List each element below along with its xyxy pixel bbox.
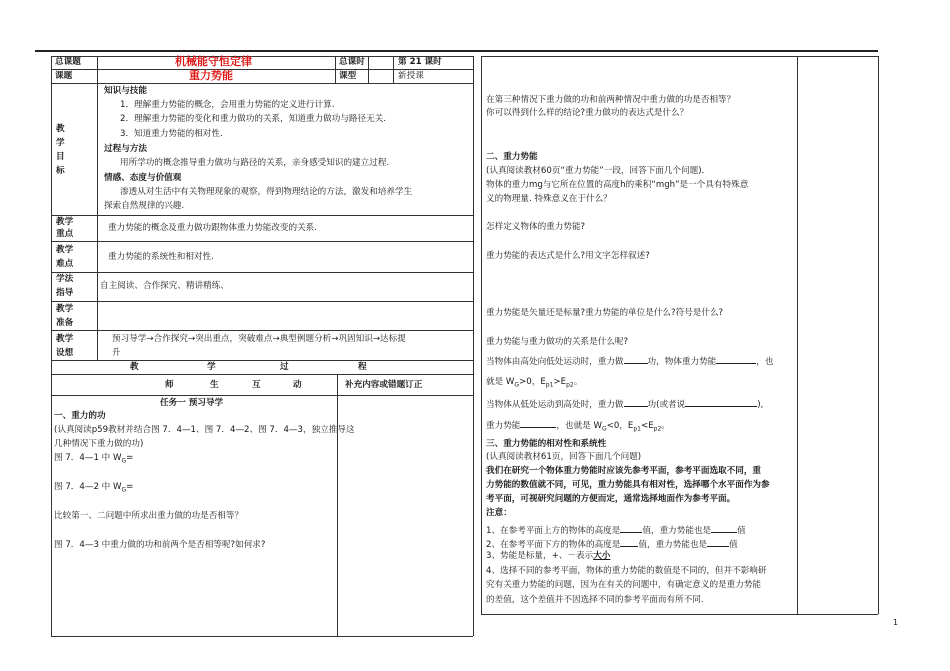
row-line <box>51 215 473 216</box>
idea-label: 设想 <box>56 348 74 358</box>
process-bar-char: 学 <box>207 362 216 372</box>
row-line <box>51 241 473 242</box>
interaction-bar-char: 动 <box>293 380 302 390</box>
idea-text: 升 <box>112 348 121 358</box>
keti-label: 课题 <box>55 71 73 81</box>
interaction-bar-char: 互 <box>252 380 261 390</box>
header-col-line <box>368 56 369 83</box>
interaction-bar-char: 生 <box>210 380 219 390</box>
method-label: 指导 <box>56 288 74 298</box>
top-border-line <box>35 50 878 52</box>
section2-text: 物体的重力mg与它所在位置的高度h的乘积“mgh”是一个具有特殊意 <box>486 180 749 190</box>
row-line <box>51 395 473 396</box>
define-question: 怎样定义物体的重力势能? <box>486 222 586 232</box>
zongketi-title: 机械能守恒定律 <box>175 55 252 68</box>
method-text: 自主阅读、合作探究、精讲精练、 <box>100 281 229 291</box>
note-heading: 注意： <box>486 508 512 518</box>
key-points-label: 教学 <box>56 217 74 227</box>
process-bar-char: 过 <box>280 362 289 372</box>
note-item: 的差值，这个差值并不因选择不同的参考平面而有所不同. <box>486 595 704 605</box>
right-table-bottom-line <box>481 614 878 615</box>
right-table-top-line <box>481 56 878 57</box>
row-line <box>51 69 473 70</box>
fig3-question: 图 7．4—3 中重力做的功和前两个是否相等呢?如何求? <box>54 540 266 550</box>
rise-formula-line: 重力势能 ，也就是 $W_G<0$，$E_{p1}<E_{p2}$。 <box>486 418 670 435</box>
row-line <box>51 83 473 84</box>
difficulty-label: 教学 <box>56 245 74 255</box>
row-line <box>51 360 473 361</box>
note-item: 2、在参考平面下方的物体的高度是 值，重力势能也是 值 <box>486 537 738 551</box>
section3-bold-text: 考平面，可视研究问题的方便而定，通常选择地面作为参考平面。 <box>486 494 736 504</box>
scalar-question: 重力势能是矢量还是标量?重力势能的单位是什么?符号是什么? <box>486 308 724 318</box>
attitude-text: 探索自然规律的兴趣. <box>104 201 185 211</box>
page-number: 1 <box>893 618 899 627</box>
compare-question: 比较第一、二问题中所求出重力做的功是否相等？ <box>54 511 244 521</box>
objectives-label: 教 学 目 标 <box>56 124 65 176</box>
knowledge-item: 2．理解重力势能的变化和重力做功的关系，知道重力做功与路径无关. <box>120 114 387 124</box>
method-label: 学法 <box>56 274 74 284</box>
fall-formula-line: 就是 $W_G>0$，$E_{p1}>E_{p2}$。 <box>486 377 583 389</box>
section2-instruction: (认真阅读教材60页“重力势能”一段，回答下面几个问题)． <box>486 166 711 176</box>
prep-label: 教学 <box>56 304 74 314</box>
keshi-value: 第 21 课时 <box>398 57 442 67</box>
attitude-heading: 情感、态度与价值观 <box>104 173 182 183</box>
right-table-right-border <box>878 56 879 614</box>
relation-question: 重力势能与重力做功的关系是什么呢? <box>486 337 629 347</box>
row-line <box>51 374 473 375</box>
prep-label: 准备 <box>56 318 74 328</box>
knowledge-item: 1．理解重力势能的概念，会用重力势能的定义进行计算. <box>120 100 335 110</box>
knowledge-heading: 知识与技能 <box>104 86 147 96</box>
process-heading: 过程与方法 <box>104 144 147 154</box>
process-bar-char: 程 <box>358 362 367 372</box>
header-col-line <box>393 56 394 83</box>
keti-title: 重力势能 <box>189 69 233 82</box>
fall-line: 当物体由高处向低处运动时，重力做 功，物体重力势能 ，也 <box>486 354 773 368</box>
difficulty-label: 难点 <box>56 259 74 269</box>
section1-heading: 一、重力的功 <box>54 411 106 421</box>
section1-instruction: (认真阅读p59教材并结合图 7．4—1、图 7．4—2、图 7．4—3，独立推导这 <box>54 425 355 435</box>
header-col-line <box>335 56 336 83</box>
knowledge-item: 3．知道重力势能的相对性. <box>120 129 223 139</box>
task1-title: 任务一 预习导学 <box>160 398 224 408</box>
zongketi-label: 总课题 <box>55 57 81 67</box>
label-col-line <box>97 56 98 360</box>
key-points-label: 重点 <box>56 229 74 239</box>
section3-bold-text: 力势能的数值就不同，可见，重力势能具有相对性，选择哪个水平面作为参 <box>486 480 770 490</box>
kexing-value: 新授课 <box>398 71 424 81</box>
right-table-mid-line <box>797 56 798 614</box>
section2-text: 义的物理量. 特殊意义在于什么？ <box>486 194 612 204</box>
section1-instruction: 几种情况下重力做的功) <box>54 439 144 449</box>
process-bar-char: 教 <box>130 362 139 372</box>
expression-question: 重力势能的表达式是什么?用文字怎样叙述? <box>486 251 650 261</box>
difficulty-text: 重力势能的系统性和相对性. <box>108 252 214 262</box>
supplement-col-line <box>337 374 338 636</box>
supplement-header: 补充内容或错题订正 <box>345 380 423 390</box>
right-table-left-border <box>481 56 482 614</box>
idea-text: 预习导学→合作探究→突出重点，突破难点→典型例题分析→巩固知识→达标提 <box>112 334 406 344</box>
left-table-right-border <box>473 56 474 636</box>
row-line <box>51 272 473 273</box>
note-item: 1、在参考平面上方的物体的高度是 值，重力势能也是 值 <box>486 523 746 537</box>
third-case-question: 在第三种情况下重力做的功和前两种情况中重力做的功是否相等？ <box>486 95 736 105</box>
interaction-bar-char: 师 <box>165 380 174 390</box>
section2-heading: 二、重力势能 <box>486 152 538 162</box>
left-table-left-border <box>51 56 52 636</box>
key-points-text: 重力势能的概念及重力做功跟物体重力势能改变的关系. <box>108 223 317 233</box>
third-case-question: 你可以得到什么样的结论?重力做功的表达式是什么？ <box>486 108 689 118</box>
zongkeshi-label: 总课时 <box>339 57 365 67</box>
fig2-line: 图 7．4—2 中 $W_G=$ <box>54 482 134 494</box>
attitude-text: 渗透从对生活中有关物理现象的观察，得到物理结论的方法，激发和培养学生 <box>120 187 413 197</box>
section3-heading: 三、重力势能的相对性和系统性 <box>486 439 607 449</box>
fig1-line: 图 7．4—1 中 $W_G=$ <box>54 453 134 465</box>
kexing-label: 课型 <box>339 71 357 81</box>
process-text: 用所学功的概念推导重力做功与路径的关系，亲身感受知识的建立过程. <box>120 158 390 168</box>
section3-instruction: (认真阅读教材61页，回答下面几个问题) <box>486 452 642 462</box>
section3-bold-text: 我们在研究一个物体重力势能时应该先参考平面，参考平面选取不同，重 <box>486 466 762 476</box>
row-line <box>51 301 473 302</box>
idea-label: 教学 <box>56 334 74 344</box>
note-item: 3、势能是标量，+、－表示大小 <box>486 551 611 561</box>
rise-line: 当物体从低处运动到高处时，重力做 功(或者说 ), <box>486 397 763 411</box>
note-item: 究有关重力势能的问题，因为在有关的问题中，有确定意义的是重力势能 <box>486 580 762 590</box>
note-item: 4、选择不同的参考平面，物体的重力势能的数值是不同的，但并不影响研 <box>486 566 767 576</box>
row-line <box>51 330 473 331</box>
left-table-bottom-line <box>51 636 473 637</box>
